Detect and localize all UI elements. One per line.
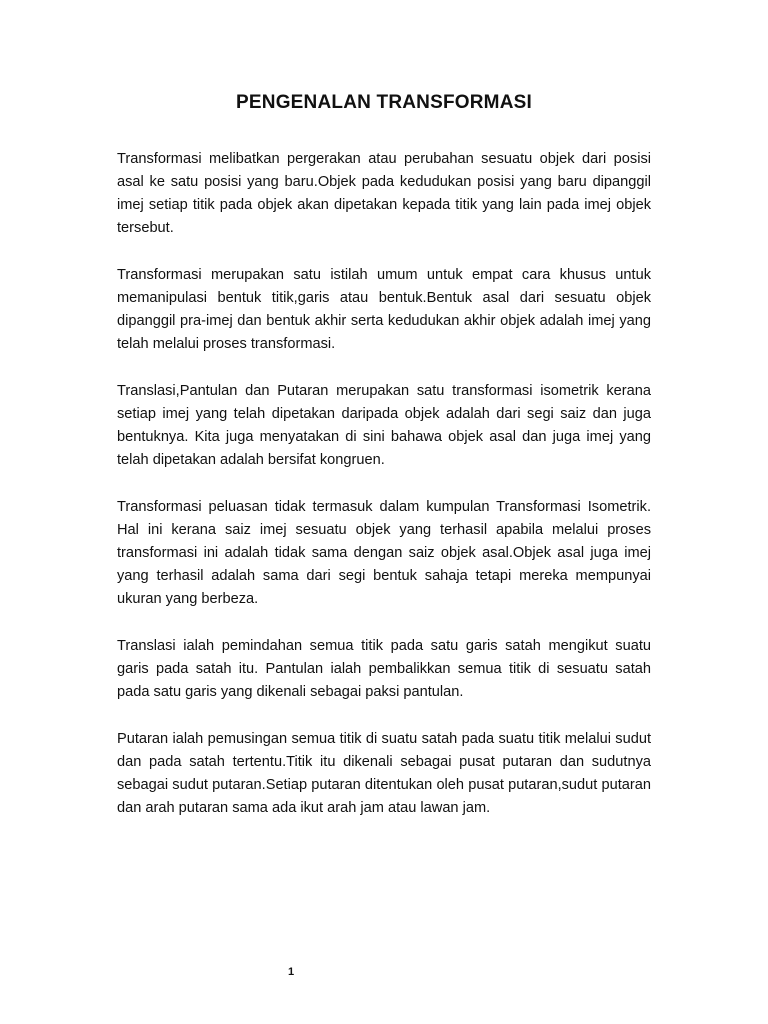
paragraph-2: Transformasi merupakan satu istilah umum untuk empat cara khusus untuk memanipulasi bentuk titik,garis atau bentuk.Bentuk asal dari sesuatu objek dipanggil pra-imej dan bentuk akhir serta kedudukan akhir objek adalah imej yang telah melalui proses transformasi.: [117, 267, 651, 352]
paragraph-3: Translasi,Pantulan dan Putaran merupakan satu transformasi isometrik kerana setiap imej yang telah dipetakan daripada objek adalah dari segi saiz dan juga bentuknya. Kita juga menyatakan di sini bahawa objek asal dan juga imej yang telah dipetakan adalah bersifat kongruen.: [117, 383, 651, 468]
page-title: PENGENALAN TRANSFORMASI: [236, 92, 532, 113]
page-number: 1: [288, 966, 295, 978]
paragraph-4: Transformasi peluasan tidak termasuk dalam kumpulan Transformasi Isometrik. Hal ini kerana saiz imej sesuatu objek yang terhasil apabila melalui proses transformasi ini adalah tidak sama dengan saiz objek asal.Objek asal juga imej yang terhasil adalah sama dari segi bentuk sahaja tetapi mereka mempunyai ukuran yang berbeza.: [117, 499, 651, 607]
paragraph-1: Transformasi melibatkan pergerakan atau perubahan sesuatu objek dari posisi asal ke satu posisi yang baru.Objek pada kedudukan posisi yang baru dipanggil imej setiap titik pada objek akan dipetakan kepada titik yang lain pada imej objek tersebut.: [117, 151, 651, 236]
document-body: [117, 148, 651, 844]
paragraph-5: Translasi ialah pemindahan semua titik pada satu garis satah mengikut suatu garis pada satah itu. Pantulan ialah pembalikkan semua titik di sesuatu satah pada satu garis yang dikenali sebagai paksi pantulan.: [117, 638, 651, 700]
paragraph-6: Putaran ialah pemusingan semua titik di suatu satah pada suatu titik melalui sudut dan pada satah tertentu.Titik itu dikenali sebagai pusat putaran dan sudutnya sebagai sudut putaran.Setiap putaran ditentukan oleh pusat putaran,sudut putaran dan arah putaran sama ada ikut arah jam atau lawan jam.: [117, 731, 651, 816]
